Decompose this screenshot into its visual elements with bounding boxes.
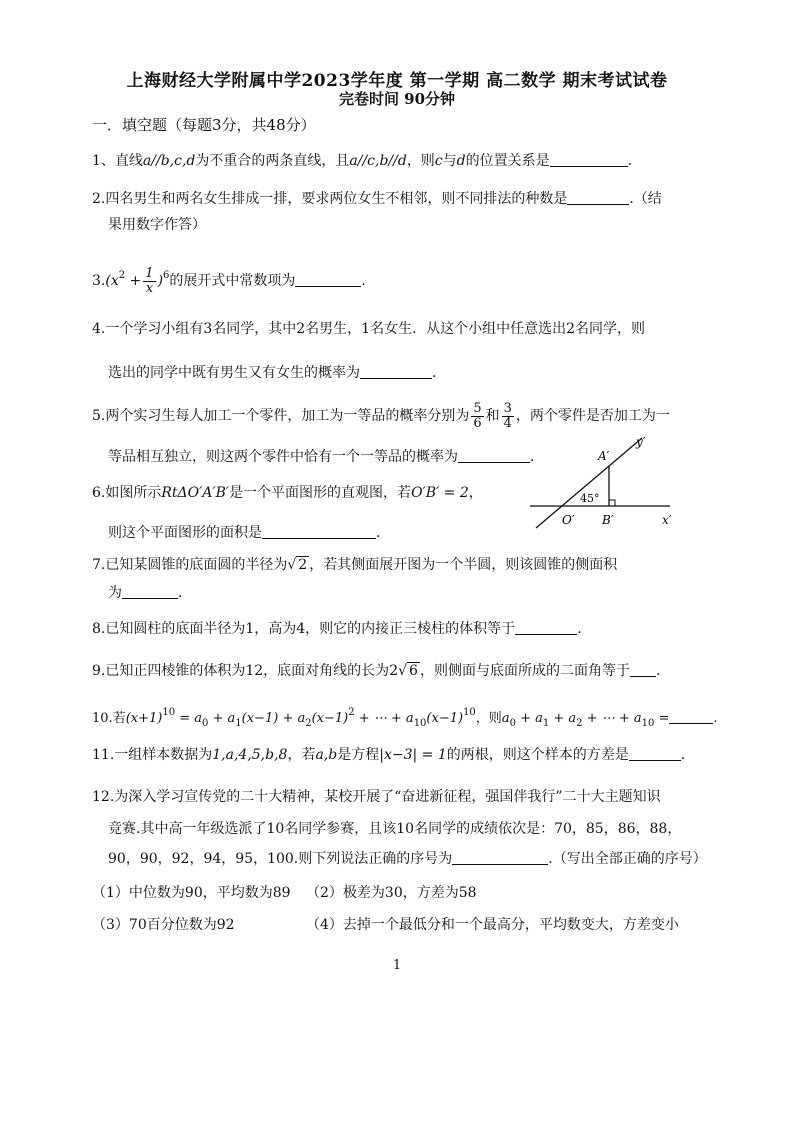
math-expression: d (456, 153, 466, 169)
option-1: （1）中位数为90，平均数为89 (92, 885, 291, 901)
answer-blank[interactable] (122, 582, 178, 599)
option-3: （3）70百分位数为92 (92, 917, 235, 933)
question-number: 10. (92, 711, 113, 726)
question-4-continued (108, 360, 436, 386)
question-text: ，则 (406, 153, 435, 169)
question-text: 若 (112, 711, 126, 726)
option-4: （4）去掉一个最低分和一个最高分，平均数变大，方差变小 (306, 917, 679, 933)
question-text: 是一个平面图形的直观图，若 (229, 485, 412, 501)
question-11 (92, 742, 685, 768)
section-heading: 一．填空题（每题3分，共48分） (92, 116, 316, 134)
question-number: 8. (92, 621, 106, 637)
question-text: 的位置关系是 (465, 153, 550, 169)
question-text: 为深入学习宣传党的二十大精神，某校开展了“奋进新征程，强国伴我行”二十大主题知识 (114, 789, 661, 805)
question-text: 一组样本数据为 (114, 747, 213, 763)
question-text: . (432, 365, 437, 381)
question-text: 为 (108, 585, 122, 601)
question-number: 3. (92, 273, 106, 289)
question-text: ，若 (287, 747, 316, 763)
question-text: 则这个平面图形的面积是 (108, 525, 262, 541)
math-expression: a//b,c,d (142, 153, 196, 169)
question-text: 与 (442, 153, 457, 169)
question-number: 9. (92, 663, 106, 679)
question-3 (92, 258, 366, 299)
question-text: . (530, 449, 535, 465)
sqrt-expression: 2√ 6 (389, 663, 418, 679)
label-b-prime: B′ (602, 513, 614, 527)
page-number: 1 (392, 958, 402, 973)
question-text: 90，90，92，94，95，100.则下列说法正确的序号为 (108, 851, 453, 867)
answer-blank[interactable] (452, 848, 548, 865)
question-text: 的两根，则这个样本的方差是 (446, 747, 629, 763)
question-text: ，两个零件是否加工为一 (515, 408, 670, 424)
question-text: 已知某圆锥的底面圆的半径为 (105, 557, 288, 573)
question-text: 是方程 (337, 747, 380, 763)
label-y-prime: y′ (636, 435, 646, 449)
question-text: .（结 (629, 191, 662, 207)
question-number: 6. (92, 485, 106, 501)
question-5-continued (108, 444, 534, 470)
fraction: $\frac{5}{6}$ (473, 400, 482, 431)
right-angle-mark (609, 500, 615, 506)
label-a-prime: A′ (598, 449, 610, 463)
answer-blank[interactable] (550, 150, 628, 167)
question-6 (92, 480, 483, 506)
math-expression: c (434, 153, 443, 169)
question-9 (92, 658, 660, 684)
question-text: 为不重合的两条直线，且 (195, 153, 350, 169)
question-text: 如图所示 (105, 485, 162, 501)
question-text: 和 (485, 408, 500, 424)
question-1 (92, 148, 632, 174)
question-text: . (376, 525, 381, 541)
answer-blank[interactable] (629, 744, 681, 761)
question-text: 选出的同学中既有男生又有女生的概率为 (108, 365, 360, 381)
y-axis-line (536, 438, 642, 528)
math-expression: RtΔO′A′B′ (161, 485, 230, 501)
angle-label: 45° (580, 492, 600, 505)
exam-title: 上海财经大学附属中学2023学年度 第一学期 高二数学 期末考试试卷 (126, 71, 668, 91)
question-7-continued (108, 580, 182, 606)
answer-blank[interactable] (669, 707, 713, 724)
answer-blank[interactable] (630, 660, 656, 677)
question-12-line2: 竞赛.其中高一年级选派了10名同学参赛，且该10名同学的成绩依次是：70，85，86，88， (108, 821, 682, 837)
fraction: $\frac{3}{4}$ (503, 400, 512, 431)
math-expression: O′B′ = 2 (411, 485, 469, 501)
question-text: ，若其侧面展开图为一个半圆，则该圆锥的侧面积 (309, 557, 618, 573)
question-10 (92, 700, 718, 737)
question-text: 四名男生和两名女生排成一排，要求两位女生不相邻，则不同排法的种数是 (105, 191, 568, 207)
question-text: ，则侧面与底面所成的二面角等于 (419, 663, 630, 679)
question-number: 4. (92, 321, 106, 337)
math-expression: a,b (315, 747, 338, 763)
question-text: . (713, 711, 718, 726)
question-number: 12. (92, 789, 115, 805)
question-12-line3 (108, 846, 707, 872)
question-text: 的展开式中常数项为 (169, 273, 296, 289)
question-text: ， (468, 485, 483, 501)
question-text: 两个实习生每人加工一个零件，加工为一等品的概率分别为 (105, 408, 470, 424)
answer-blank[interactable] (567, 188, 629, 205)
question-5 (92, 398, 670, 434)
question-text: 一个学习小组有3名同学，其中2名男生，1名女生．从这个小组中任意选出2名同学，则 (105, 321, 645, 337)
answer-blank[interactable] (515, 618, 577, 635)
question-text: . (577, 621, 582, 637)
exam-duration: 完卷时间 90分钟 (338, 90, 456, 108)
question-4 (92, 316, 645, 342)
math-expression: 1,a,4,5,b,8 (212, 747, 288, 763)
question-text: 直线 (114, 153, 143, 169)
question-number: 7. (92, 557, 106, 573)
question-text: 等品相互独立，则这两个零件中恰有一个一等品的概率为 (108, 449, 458, 465)
question-12 (92, 784, 661, 810)
answer-blank[interactable] (360, 362, 432, 379)
option-2: （2）极差为30，方差为58 (306, 885, 477, 901)
question-text: . (627, 153, 633, 169)
binomial-expansion: $(x+1)^{10} = a_0 + a_1(x-1) + a_2(x-1)^2$ + ⋯ + $a_{10}(x-1)^{10}$ (125, 707, 476, 729)
question-text: ，则 (475, 711, 502, 726)
question-number: 1、 (92, 153, 115, 169)
question-8 (92, 616, 582, 642)
question-text: 已知正四棱锥的体积为12，底面对角线的长为 (105, 663, 390, 679)
question-2 (92, 186, 662, 212)
question-number: 2. (92, 191, 106, 207)
question-number: 5. (92, 408, 106, 424)
math-expression: |x−3| = 1 (379, 747, 447, 763)
question-text: 已知圆柱的底面半径为1，高为4，则它的内接正三棱柱的体积等于 (105, 621, 516, 637)
question-7 (92, 552, 617, 578)
answer-blank[interactable] (458, 446, 530, 463)
question-text: .（写出全部正确的序号） (548, 851, 707, 867)
question-2-continued: 果用数字作答） (108, 217, 206, 233)
question-number: 11. (92, 747, 115, 763)
question-text: . (680, 747, 686, 763)
math-expression: a//c,b//d (349, 153, 407, 169)
label-x-prime: x′ (662, 513, 672, 527)
question-text: . (361, 273, 366, 289)
answer-blank[interactable] (262, 522, 376, 539)
oblique-projection-figure (530, 432, 690, 532)
coefficient-sum: $a_0 + a_1 + a_2$ + ⋯ + $a_{10}$ = (501, 711, 670, 729)
sqrt-expression: √ 2 (287, 557, 308, 573)
answer-blank[interactable] (295, 270, 361, 287)
question-text: . (178, 585, 183, 601)
math-expression: ($x^2$ + $\frac{1}{x}$ )$^6$ (105, 265, 170, 296)
label-o-prime: O′ (562, 513, 575, 527)
question-text: . (655, 663, 661, 679)
question-6-continued (108, 520, 380, 546)
